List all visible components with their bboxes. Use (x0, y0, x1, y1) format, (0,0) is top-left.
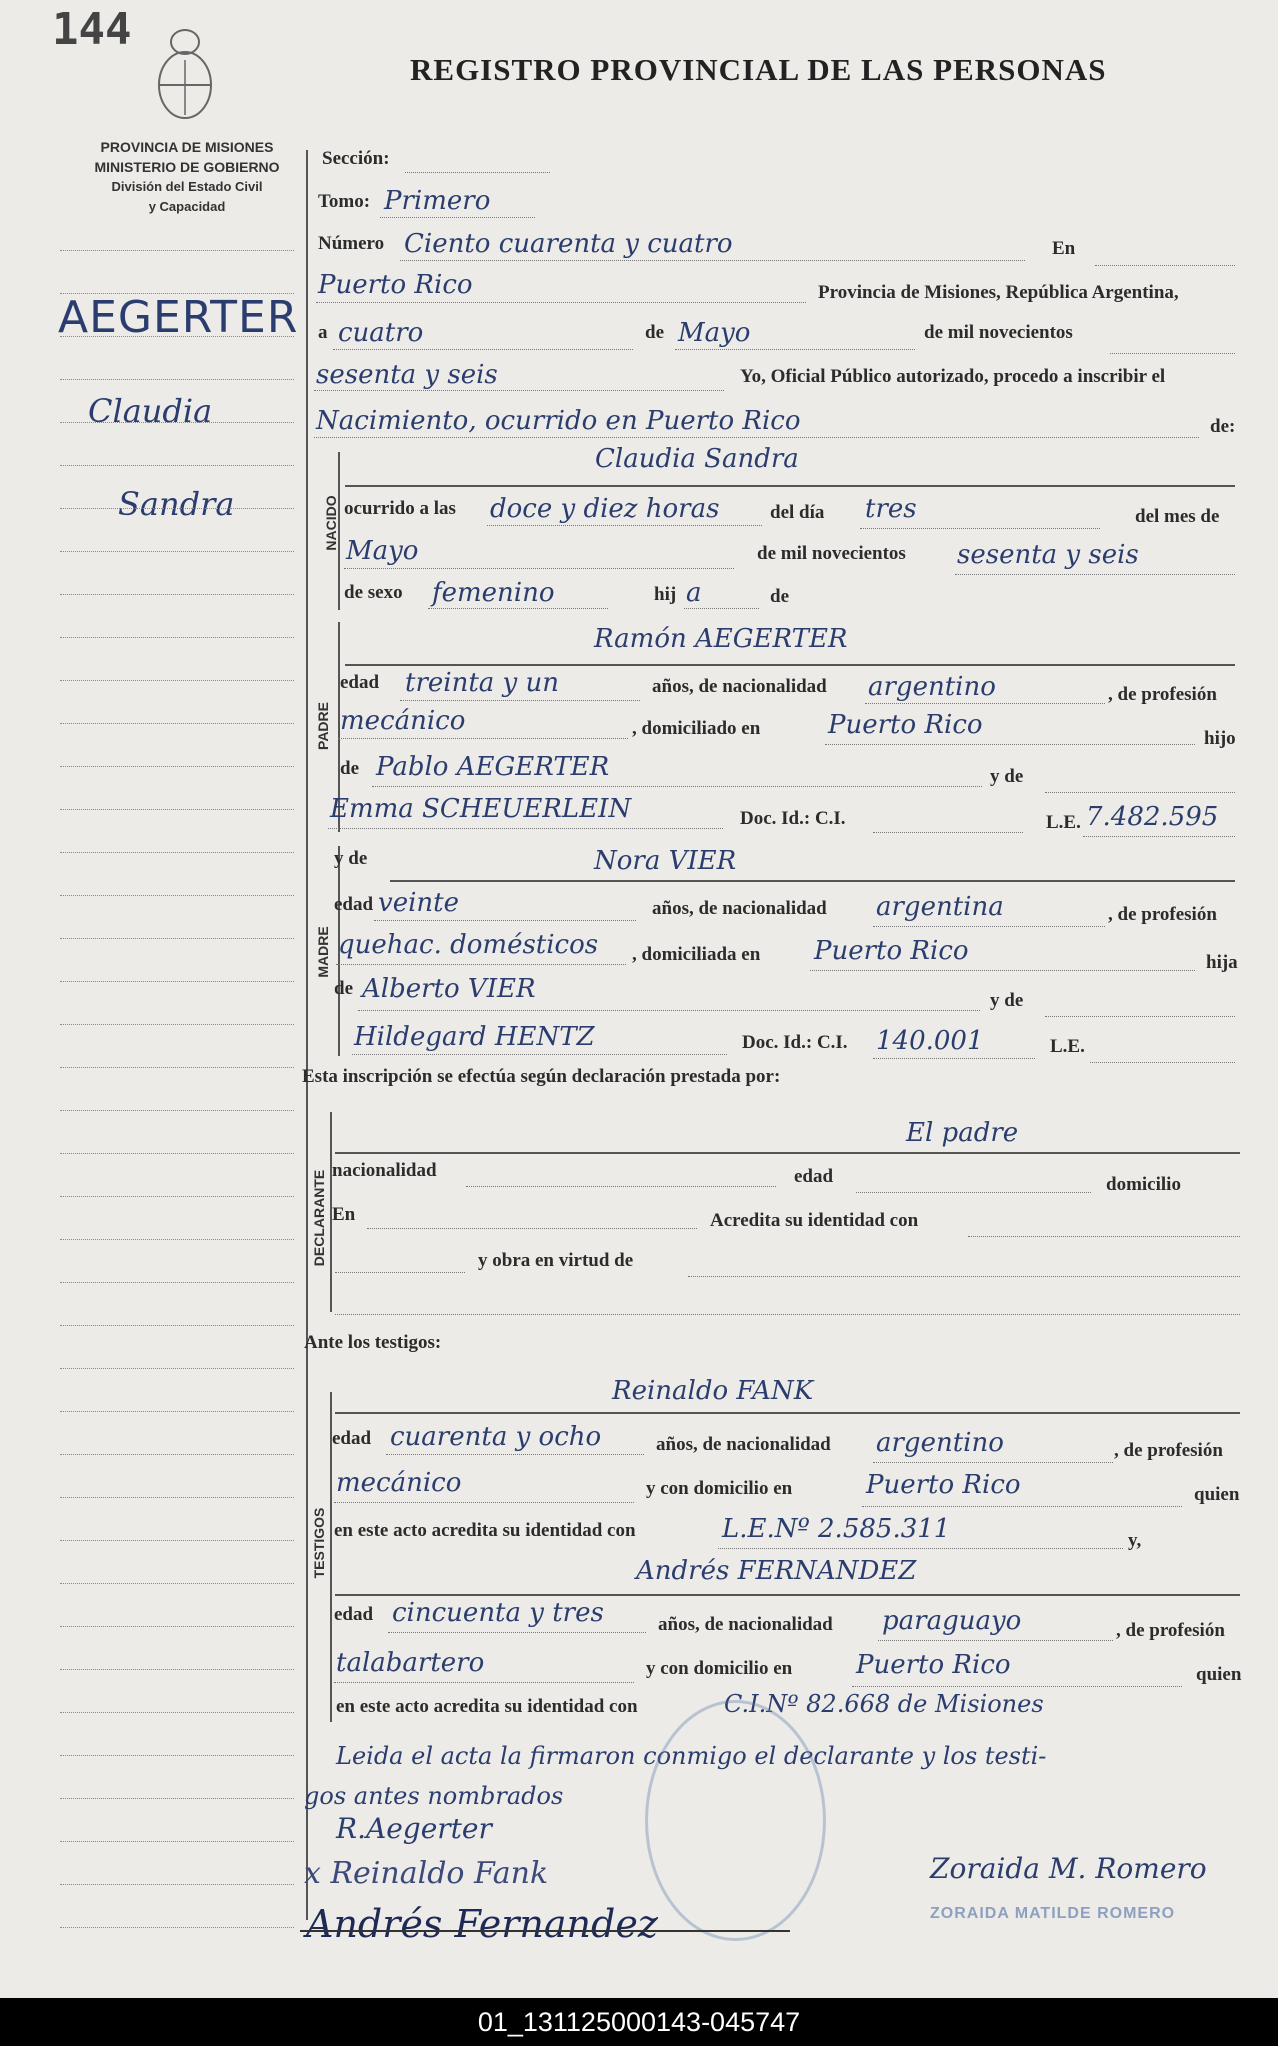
value-testigo2-edad: cincuenta y tres (392, 1598, 604, 1628)
value-acto: Nacimiento, ocurrido en Puerto Rico (316, 406, 801, 436)
section-label-madre: MADRE (315, 926, 331, 978)
margin-rule-line (60, 1884, 294, 1885)
value-dia-nac: tres (865, 494, 917, 524)
label-hij: hij (654, 584, 677, 605)
label-profesion-madre: , de profesión (1108, 904, 1217, 925)
label-le-padre: L.E. (1046, 812, 1081, 833)
label-profesion-t2: , de profesión (1116, 1620, 1225, 1641)
value-testigo2-nombre: Andrés FERNANDEZ (636, 1556, 917, 1586)
value-padre-dom: Puerto Rico (828, 710, 983, 740)
margin-rule-line (60, 1583, 294, 1584)
label-doc-madre: Doc. Id.: C.I. (742, 1032, 848, 1053)
value-padre-nac: argentino (868, 672, 996, 702)
margin-rule-line (60, 1196, 294, 1197)
signature-official: Zoraida M. Romero (930, 1852, 1207, 1885)
margin-rule-line (60, 1927, 294, 1928)
margin-rule-line (60, 293, 294, 294)
margin-rule-line (60, 250, 294, 251)
label-del-mes-de: del mes de (1135, 506, 1220, 527)
value-testigo1-edad: cuarenta y ocho (390, 1422, 602, 1452)
value-mes-nac: Mayo (346, 536, 419, 566)
value-madre-edad: veinte (378, 888, 459, 918)
label-le-madre: L.E. (1050, 1036, 1085, 1057)
margin-second-name: Sandra (118, 485, 235, 523)
document-title: REGISTRO PROVINCIAL DE LAS PERSONAS (410, 52, 1107, 87)
label-en-decl: En (332, 1204, 356, 1225)
label-a: a (318, 322, 328, 343)
label-acredita-decl: Acredita su identidad con (710, 1210, 919, 1231)
label-de-hij: de (770, 586, 789, 607)
label-y-de-padre: y de (990, 766, 1024, 787)
margin-rule-line (60, 766, 294, 767)
value-testigo1-nombre: Reinaldo FANK (612, 1376, 814, 1406)
signature-father: R.Aegerter (336, 1812, 492, 1845)
margin-rule-line (60, 1626, 294, 1627)
margin-rule-line (60, 680, 294, 681)
value-declarante: El padre (906, 1118, 1019, 1148)
value-nacido-nombre: Claudia Sandra (595, 444, 799, 474)
margin-rule-line (60, 809, 294, 810)
label-edad-t1: edad (332, 1428, 372, 1449)
margin-rule-line (60, 1540, 294, 1541)
value-madre-nombre: Nora VIER (594, 846, 737, 876)
label-doc-padre: Doc. Id.: C.I. (740, 808, 846, 829)
label-quien-t2: quien (1196, 1664, 1242, 1685)
margin-rule-line (60, 1325, 294, 1326)
label-hijo: hijo (1204, 728, 1236, 749)
label-de-mil-nov: de mil novecientos (757, 543, 906, 564)
margin-rule-line (60, 895, 294, 896)
value-testigo2-nac: paraguayo (882, 1606, 1022, 1636)
label-profesion-t1: , de profesión (1114, 1440, 1223, 1461)
value-hij-suffix: a (686, 578, 702, 608)
institution-line-1: PROVINCIA DE MISIONES (100, 139, 274, 155)
value-sexo: femenino (432, 578, 555, 608)
value-madre-de: Alberto VIER (362, 974, 536, 1004)
value-testigo2-prof: talabartero (336, 1648, 485, 1678)
label-sexo: de sexo (344, 582, 403, 603)
section-label-declarante: DECLARANTE (311, 1169, 327, 1267)
margin-rule-line (60, 465, 294, 466)
margin-rule-line (60, 379, 294, 380)
signature-witness-1: x Reinaldo Fank (304, 1856, 549, 1891)
margin-rule-line (60, 1712, 294, 1713)
label-y-de-madre: y de (334, 848, 368, 869)
coat-of-arms-icon (145, 10, 225, 125)
margin-rule-line (60, 981, 294, 982)
value-madre-ci: 140.001 (876, 1026, 984, 1056)
value-numero: Ciento cuarenta y cuatro (404, 229, 733, 259)
value-madre-nac: argentina (876, 892, 1004, 922)
margin-first-name: Claudia (88, 392, 213, 430)
margin-rule-line (60, 852, 294, 853)
margin-rule-line (60, 1024, 294, 1025)
label-y-de-madre-2: y de (990, 990, 1024, 1011)
signature-witness-2: Andrés Fernandez (306, 1902, 658, 1946)
label-acredita-t1: en este acto acredita su identidad con (334, 1520, 636, 1541)
margin-rule-line (60, 1282, 294, 1283)
label-con-domicilio-t1: y con domicilio en (646, 1478, 793, 1499)
label-de-colon: de: (1210, 416, 1236, 437)
margin-rule-line (60, 1110, 294, 1111)
value-testigo1-doc: L.E.Nº 2.585.311 (722, 1514, 951, 1544)
label-obra-virtud: y obra en virtud de (478, 1250, 634, 1271)
value-padre-nombre: Ramón AEGERTER (594, 624, 848, 654)
closing-line-1: Leida el acta la firmaron conmigo el declarante y los testi- (336, 1742, 1047, 1770)
value-madre-dom: Puerto Rico (814, 936, 969, 966)
closing-line-2: gos antes nombrados (304, 1782, 564, 1810)
label-edad-padre: edad (340, 672, 380, 693)
margin-rule-line (60, 1798, 294, 1799)
label-tomo: Tomo: (318, 191, 371, 212)
margin-rule-line (60, 1755, 294, 1756)
label-edad-madre: edad (334, 894, 374, 915)
label-en: En (1052, 238, 1076, 259)
margin-rule-line (60, 1454, 294, 1455)
official-name-stamp: ZORAIDA MATILDE ROMERO (930, 1905, 1176, 1922)
label-profesion-padre: , de profesión (1108, 684, 1217, 705)
label-y-coma: y, (1128, 1530, 1142, 1551)
value-padre-edad: treinta y un (405, 668, 559, 698)
label-ante-testigos: Ante los testigos: (304, 1332, 442, 1353)
value-padre-de: Pablo AEGERTER (376, 752, 610, 782)
value-padre-le: 7.482.595 (1086, 802, 1219, 832)
value-testigo1-prof: mecánico (336, 1468, 462, 1498)
label-domicilio-decl: domicilio (1106, 1174, 1181, 1195)
section-label-nacido: NACIDO (323, 495, 339, 551)
label-con-domicilio-t2: y con domicilio en (646, 1658, 793, 1679)
section-label-padre: PADRE (315, 702, 331, 750)
institution-line-3: División del Estado Civil (111, 179, 263, 194)
institution-line-2: MINISTERIO DE GOBIERNO (94, 159, 280, 175)
section-label-testigos: TESTIGOS (311, 1507, 327, 1579)
margin-rule-line (60, 637, 294, 638)
margin-rule-line (60, 594, 294, 595)
label-edad-decl: edad (794, 1166, 834, 1187)
label-acredita-t2: en este acto acredita su identidad con (336, 1696, 638, 1717)
margin-rule-line (60, 1153, 294, 1154)
margin-rule-line (60, 422, 294, 423)
margin-rule-line (60, 508, 294, 509)
label-hija: hija (1206, 952, 1238, 973)
label-mil-novecientos: de mil novecientos (924, 322, 1073, 343)
label-nacionalidad-decl: nacionalidad (332, 1160, 437, 1181)
margin-rule-line (60, 551, 294, 552)
label-inscripcion: Esta inscripción se efectúa según declaración prestada por: (302, 1066, 781, 1087)
official-stamp (645, 1700, 826, 1941)
label-quien-t1: quien (1194, 1484, 1240, 1505)
document-id-footer: 01_131125000143-045747 (0, 1998, 1278, 2046)
margin-rule-line (60, 1411, 294, 1412)
label-anos-nac-madre: años, de nacionalidad (652, 898, 827, 919)
label-anos-nac-t1: años, de nacionalidad (656, 1434, 831, 1455)
label-anos-nac-t2: años, de nacionalidad (658, 1614, 833, 1635)
margin-rule-line (60, 1239, 294, 1240)
margin-rule-line (60, 1497, 294, 1498)
label-de-madre: de (334, 978, 353, 999)
value-anio: sesenta y seis (316, 360, 498, 390)
value-testigo1-dom: Puerto Rico (866, 1470, 1021, 1500)
margin-rule-line (60, 336, 294, 337)
label-de-padre: de (340, 758, 359, 779)
label-provincia: Provincia de Misiones, República Argentina, (818, 282, 1179, 303)
value-madre-madre: Hildegard HENTZ (354, 1022, 595, 1052)
label-numero: Número (318, 233, 385, 254)
value-anio-nac: sesenta y seis (957, 540, 1139, 570)
label-del-dia: del día (770, 502, 825, 523)
margin-rule-line (60, 1669, 294, 1670)
label-yo-oficial: Yo, Oficial Público autorizado, procedo a inscribir el (740, 366, 1166, 387)
margin-rule-line (60, 1067, 294, 1068)
value-hora: doce y diez horas (490, 494, 720, 524)
page-number: 144 (52, 4, 132, 55)
label-anos-nac-padre: años, de nacionalidad (652, 676, 827, 697)
label-seccion: Sección: (322, 148, 390, 169)
value-mes: Mayo (678, 318, 751, 348)
margin-rule-line (60, 1841, 294, 1842)
margin-rule-line (60, 723, 294, 724)
value-tomo: Primero (384, 186, 491, 216)
label-de: de (645, 322, 664, 343)
margin-rule-line (60, 1368, 294, 1369)
value-testigo2-dom: Puerto Rico (856, 1650, 1011, 1680)
value-testigo2-doc: C.I.Nº 82.668 de Misiones (724, 1690, 1044, 1718)
value-lugar: Puerto Rico (318, 270, 473, 300)
institution-line-4: y Capacidad (148, 199, 226, 214)
value-madre-prof: quehac. domésticos (338, 930, 599, 960)
value-padre-prof: mecánico (340, 706, 466, 736)
value-dia: cuatro (338, 318, 424, 348)
label-edad-t2: edad (334, 1604, 374, 1625)
label-domiciliado: , domiciliado en (632, 718, 761, 739)
value-padre-madre: Emma SCHEUERLEIN (330, 794, 632, 824)
value-testigo1-nac: argentino (876, 1428, 1004, 1458)
margin-surname: AEGERTER (58, 292, 299, 343)
label-ocurrido: ocurrido a las (344, 498, 456, 519)
label-domiciliada: , domiciliada en (632, 944, 761, 965)
margin-rule-line (60, 938, 294, 939)
